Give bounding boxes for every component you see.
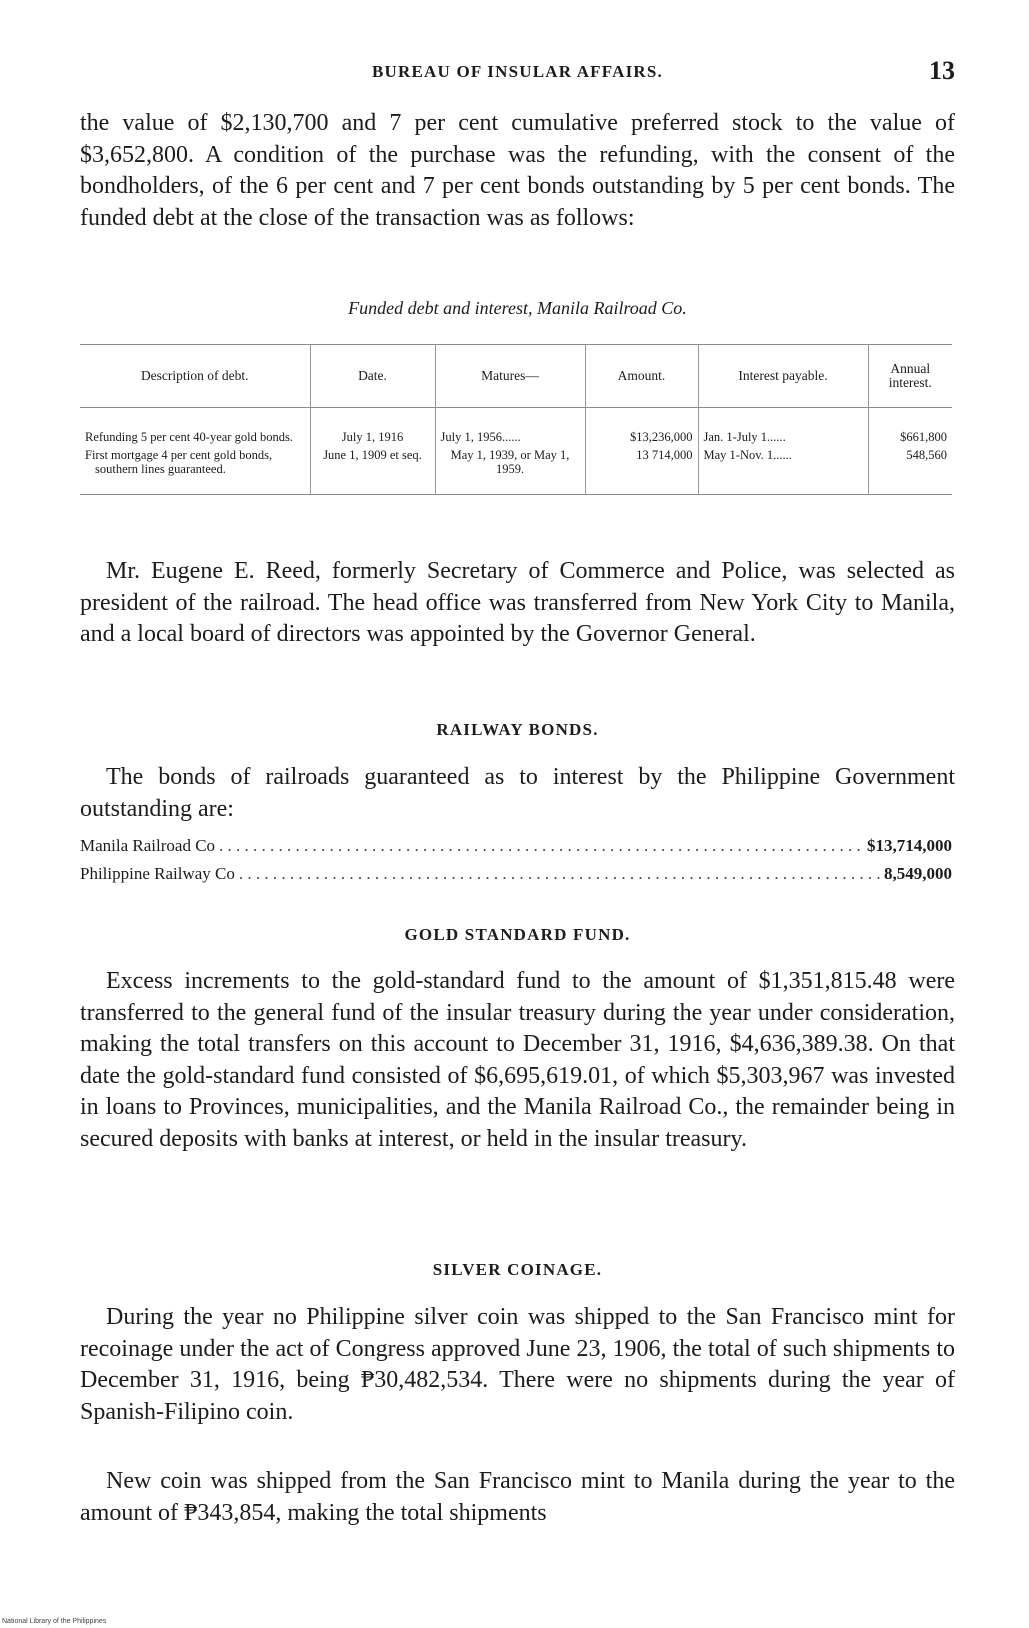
bond-amount: 8,549,000	[884, 864, 952, 883]
bond-name: Philippine Railway Co	[80, 864, 235, 883]
cell-description: First mortgage 4 per cent gold bonds, southern lines guaranteed.	[85, 448, 273, 476]
reed-paragraph: Mr. Eugene E. Reed, formerly Secretary of Commerce and Police, was selected as president of the railroad. The head office was transferred from New York City to Manila, and a local board of directors was appointed by the Governor General.	[80, 558, 955, 647]
footer-credit: National Library of the Philippines	[2, 1618, 107, 1625]
header-description: Description of debt.	[80, 345, 310, 408]
header-annual-interest: Annual interest.	[868, 345, 952, 408]
header-matures: Matures—	[435, 345, 585, 408]
table-caption: Funded debt and interest, Manila Railroad Co.	[348, 298, 687, 318]
leader-dots	[219, 836, 863, 856]
running-title: BUREAU OF INSULAR AFFAIRS.	[372, 62, 663, 81]
page-number: 13	[929, 56, 955, 85]
silver-coinage-heading: SILVER COINAGE.	[432, 1260, 603, 1279]
cell-amount: 13 714,000	[585, 446, 698, 495]
list-item	[80, 836, 952, 864]
running-head	[80, 58, 955, 88]
list-item	[80, 864, 952, 892]
header-date: Date.	[310, 345, 435, 408]
table-row	[80, 408, 952, 447]
leader-dots	[239, 864, 880, 884]
table-row	[80, 446, 952, 495]
cell-amount: $13,236,000	[585, 408, 698, 447]
header-interest-payable: Interest payable.	[698, 345, 868, 408]
cell-matures: May 1, 1939, or May 1, 1959.	[435, 446, 585, 495]
gold-standard-fund-heading: GOLD STANDARD FUND.	[404, 925, 631, 944]
bond-amount: $13,714,000	[867, 836, 952, 855]
cell-description: Refunding 5 per cent 40-year gold bonds.	[85, 430, 293, 444]
cell-interest-payable: May 1-Nov. 1......	[698, 446, 868, 495]
silver-coinage-paragraph-2: New coin was shipped from the San Francisco mint to Manila during the year to the amount of ₱343,854, making the total shipments	[80, 1468, 955, 1526]
gold-standard-fund-paragraph: Excess increments to the gold-standard fund to the amount of $1,351,815.48 were transferred to the general fund of the insular treasury during the year under consideration, making the total transfers on this account to December 31, 1916, $4,636,389.38. On that date the gold-standard fund consisted of $6,695,619.01, of which $5,303,967 was invested in loans to Provinces, municipalities, and the Manila Railroad Co., the remainder being in secured deposits with banks at interest, or held in the insular treasury.	[80, 968, 955, 1152]
cell-matures: July 1, 1956......	[435, 408, 585, 447]
cell-date: June 1, 1909 et seq.	[310, 446, 435, 495]
cell-annual-interest: 548,560	[868, 446, 952, 495]
bond-name: Manila Railroad Co	[80, 836, 216, 855]
table-header-row	[80, 345, 952, 408]
railway-bonds-paragraph: The bonds of railroads guaranteed as to interest by the Philippine Government outstanding are:	[80, 764, 955, 822]
cell-date: July 1, 1916	[310, 408, 435, 447]
railway-bonds-heading: RAILWAY BONDS.	[436, 720, 599, 739]
funded-debt-table	[80, 344, 952, 495]
railway-bonds-list	[80, 836, 952, 892]
cell-annual-interest: $661,800	[868, 408, 952, 447]
cell-interest-payable: Jan. 1-July 1......	[698, 408, 868, 447]
silver-coinage-paragraph-1: During the year no Philippine silver coin was shipped to the San Francisco mint for recoinage under the act of Congress approved June 23, 1906, the total of such shipments to December 31, 1916, being ₱30,482,534. There were no shipments during the year of Spanish-Filipino coin.	[80, 1304, 955, 1425]
header-amount: Amount.	[585, 345, 698, 408]
intro-paragraph: the value of $2,130,700 and 7 per cent cumulative preferred stock to the value of $3,652,800. A condition of the purchase was the refunding, with the consent of the bondholders, of the 6 per cent and 7 per cent bonds outstanding by 5 per cent bonds. The funded debt at the close of the transaction was as follows:	[80, 110, 955, 231]
